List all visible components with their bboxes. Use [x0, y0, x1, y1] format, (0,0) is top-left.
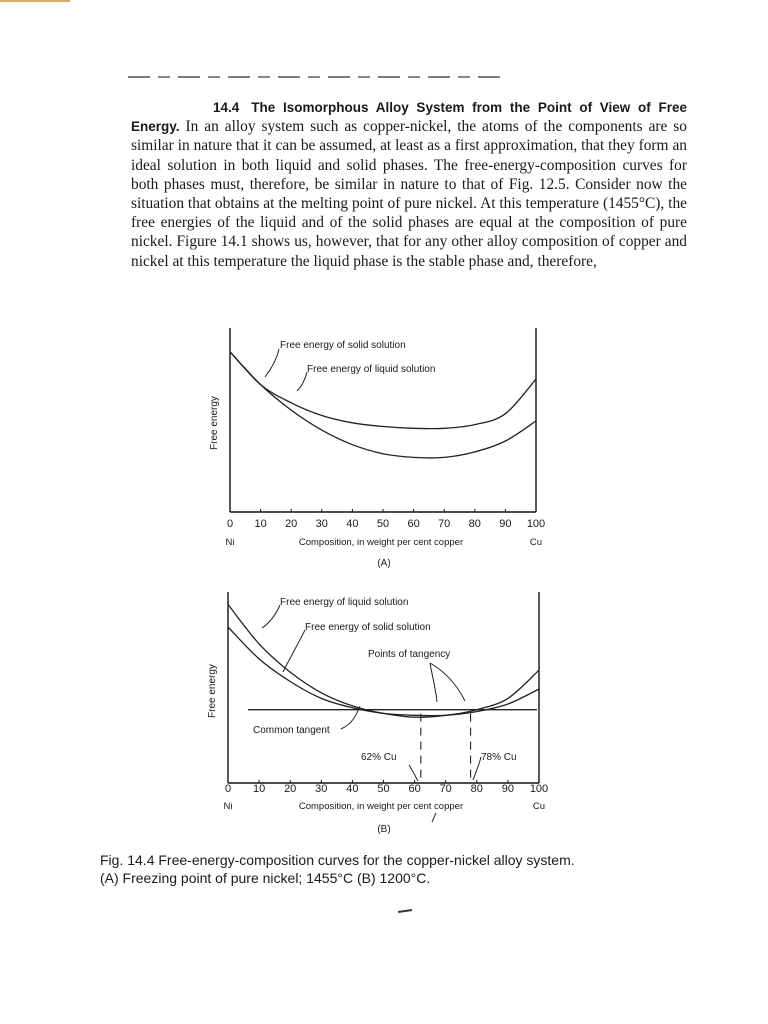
x-tick-label: 40	[346, 518, 359, 530]
pointer-62-cu	[409, 765, 418, 781]
label-78-cu: 78% Cu	[481, 752, 517, 763]
chart-b	[0, 588, 768, 843]
pointer-liquid-solution	[262, 605, 280, 628]
x-tick-label: 30	[315, 518, 328, 530]
x-tick-label: 20	[284, 783, 297, 795]
x-tick-label: 100	[526, 518, 546, 530]
x-right-endpoint: Cu	[529, 537, 543, 548]
x-tick-label: 10	[252, 783, 266, 795]
label-solid-solution: Free energy of solid solution	[280, 340, 406, 351]
x-tick-label: 50	[376, 518, 390, 530]
label-62-cu: 62% Cu	[361, 752, 397, 763]
x-tick-label: 90	[501, 783, 515, 795]
x-tick-label: 40	[346, 783, 359, 795]
corner-mark	[0, 0, 70, 2]
label-points-of-tangency: Points of tangency	[368, 649, 451, 660]
x-right-endpoint: Cu	[532, 801, 546, 812]
x-axis-label: Composition, in weight per cent copper	[298, 537, 464, 548]
section-title: The Isomorphous Alloy System from the Point of View of Free Energy.	[131, 100, 687, 135]
x-tick-label: 20	[285, 518, 298, 530]
caption-line-1: Fig. 14.4 Free-energy-composition curves for the copper-nickel alloy system.	[100, 852, 575, 868]
y-axis-label: Free energy	[209, 396, 220, 450]
pointer-78-cu	[473, 757, 481, 780]
x-tick-label: 60	[408, 783, 421, 795]
x-tick-label: 0	[226, 518, 234, 530]
panel-label-b: (B)	[377, 824, 391, 835]
pointer-solid-solution	[265, 349, 279, 377]
caption-line-2: (A) Freezing point of pure nickel; 1455°C (B) 1200°C.	[100, 870, 431, 886]
x-tick-label: 70	[439, 783, 452, 795]
x-tick-label: 90	[499, 518, 512, 530]
x-tick-label: 30	[315, 783, 328, 795]
panel-label-a: (A)	[377, 558, 391, 569]
dashed-rule	[128, 76, 508, 78]
x-tick-label: 70	[438, 518, 451, 530]
pointer-tangency-right	[430, 663, 465, 701]
label-solid-solution: Free energy of solid solution	[305, 622, 431, 633]
pointer-liquid-solution	[297, 372, 307, 391]
tick-labels	[225, 783, 548, 795]
label-liquid-solution: Free energy of liquid solution	[307, 364, 436, 375]
tick-labels	[227, 518, 545, 530]
x-left-endpoint: Ni	[225, 537, 235, 548]
x-left-endpoint: Ni	[223, 801, 233, 812]
label-liquid-solution: Free energy of liquid solution	[280, 597, 409, 608]
label-common-tangent: Common tangent	[253, 725, 330, 736]
stray-pen-mark	[432, 813, 436, 822]
curve-solid-solution	[228, 627, 539, 716]
y-axis-label: Free energy	[207, 664, 218, 718]
x-tick-label: 80	[470, 783, 483, 795]
x-tick-label: 0	[224, 783, 232, 795]
figure-caption	[100, 851, 700, 887]
stray-mark	[398, 909, 412, 913]
x-tick-label: 60	[407, 518, 420, 530]
x-tick-label: 80	[468, 518, 481, 530]
pointer-tangency-left	[430, 663, 437, 702]
x-tick-label: 10	[254, 518, 267, 530]
body-paragraph	[131, 98, 687, 271]
paragraph-text: In an alloy system such as copper-nickel, the atoms of the components are so similar in nature that it can be assumed, at least as a first approximation, that they form an ideal solution in both liquid and solid phases. The free-energy-composition curves for both phases must, therefore, be similar in nature to that of Fig. 12.5. Consider now the situation that obtains at the melting point of pure nickel. At this temperature (1455°C), the free energies of the liquid and of the solid phases are equal at the composition of pure nickel. Figure 14.1 shows us, however, that for any other alloy composition of copper and nickel at this temperature the liquid phase is the stable phase and, therefore,	[131, 118, 687, 270]
pointer-solid-solution	[283, 630, 305, 672]
x-axis-label: Composition, in weight per cent copper	[298, 801, 464, 812]
chart-a	[0, 320, 768, 590]
x-tick-label: 50	[377, 783, 390, 795]
section-number: 14.4	[213, 100, 240, 115]
x-tick-label: 100	[529, 783, 549, 795]
